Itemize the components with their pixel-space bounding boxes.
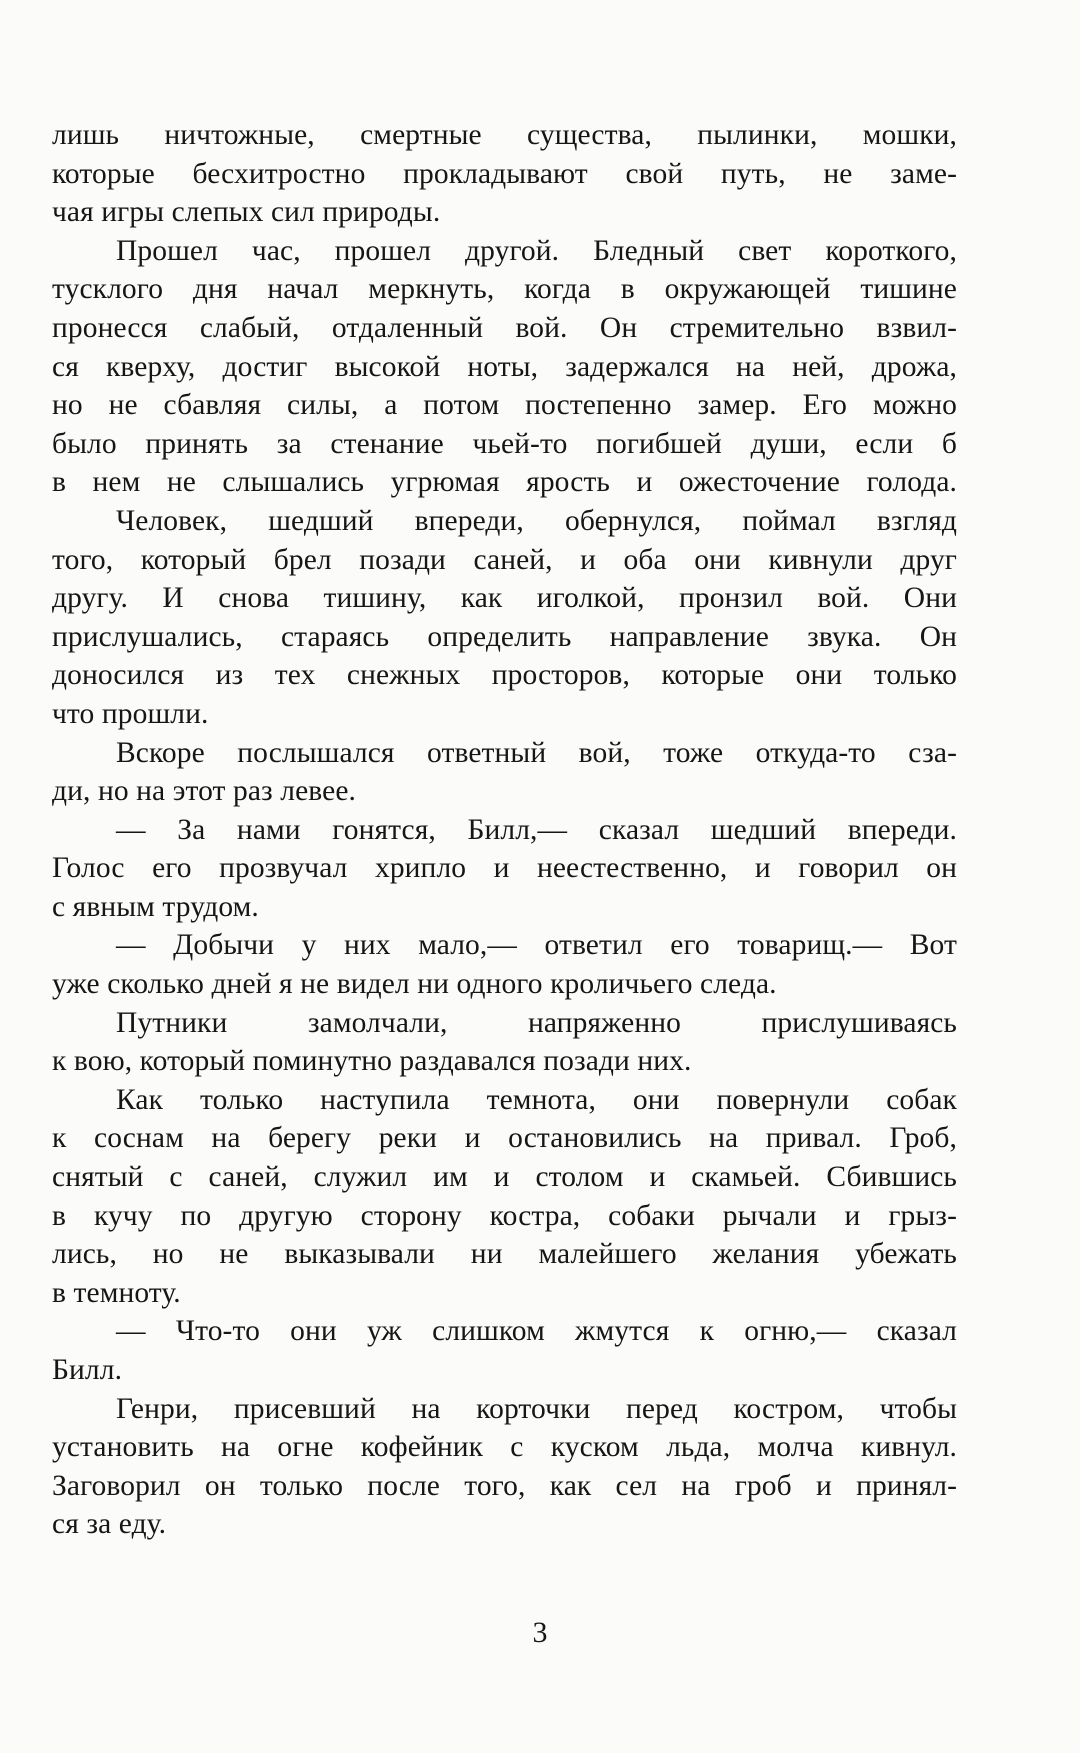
text-line: с явным трудом. xyxy=(52,890,259,923)
text-line: в кучу по другую сторону костра, собаки рычали и грыз- xyxy=(52,1199,957,1232)
text-line: прислушались, стараясь определить направление звука. Он xyxy=(52,620,957,653)
text-line: которые бесхитростно прокладывают свой путь, не заме- xyxy=(52,157,957,190)
text-line: Человек, шедший впереди, обернулся, поймал взгляд xyxy=(116,504,957,537)
text-line: тусклого дня начал меркнуть, когда в окружающей тишине xyxy=(52,273,957,306)
text-line: другу. И снова тишину, как иголкой, пронзил вой. Они xyxy=(52,582,957,615)
text-line: Вскоре послышался ответный вой, тоже откуда-то сза- xyxy=(116,736,957,769)
text-line: Прошел час, прошел другой. Бледный свет короткого, xyxy=(116,234,957,267)
text-line: Как только наступила темнота, они повернули собак xyxy=(116,1083,957,1116)
text-line: лись, но не выказывали ни малейшего желания убежать xyxy=(52,1238,957,1271)
text-line: в нем не слышались угрюмая ярость и ожесточение голода. xyxy=(52,466,957,499)
text-line: но не сбавляя силы, а потом постепенно замер. Его можно xyxy=(52,389,957,422)
text-line: ди, но на этот раз левее. xyxy=(52,775,357,808)
text-line: — За нами гонятся, Билл,— сказал шедший впереди. xyxy=(116,813,957,846)
text-line: пронесся слабый, отдаленный вой. Он стремительно взвил- xyxy=(52,311,957,344)
text-line: снятый с саней, служил им и столом и скамьей. Сбившись xyxy=(52,1161,957,1194)
text-line: к вою, который поминутно раздавался позади них. xyxy=(52,1045,692,1078)
text-line: ся за еду. xyxy=(52,1508,167,1541)
text-line: к соснам на берегу реки и остановились на привал. Гроб, xyxy=(52,1122,957,1155)
text-line: того, который брел позади саней, и оба они кивнули друг xyxy=(52,543,957,576)
text-line: ся кверху, достиг высокой ноты, задержался на ней, дрожа, xyxy=(52,350,957,383)
text-line: — Что-то они уж слишком жмутся к огню,— сказал xyxy=(116,1315,957,1348)
text-line: что прошли. xyxy=(52,697,209,730)
page-number: 3 xyxy=(532,1616,548,1649)
text-line: чая игры слепых сил природы. xyxy=(52,196,441,229)
text-line: лишь ничтожные, смертные существа, пылинки, мошки, xyxy=(52,119,957,151)
text-line: Заговорил он только после того, как сел на гроб и принял- xyxy=(52,1469,957,1502)
text-line: Генри, присевший на корточки перед костром, чтобы xyxy=(116,1392,957,1425)
text-line: Билл. xyxy=(52,1354,123,1386)
text-line: установить на огне кофейник с куском льда, молча кивнул. xyxy=(52,1431,957,1464)
text-line: Путники замолчали, напряженно прислушиваясь xyxy=(116,1006,957,1039)
body-text xyxy=(52,116,957,1544)
text-line: в темноту. xyxy=(52,1276,181,1309)
text-line: уже сколько дней я не видел ни одного кроличьего следа. xyxy=(52,968,777,1001)
text-line: — Добычи у них мало,— ответил его товарищ.— Вот xyxy=(116,929,957,962)
text-line: доносился из тех снежных просторов, которые они только xyxy=(52,659,957,692)
text-line: Голос его прозвучал хрипло и неестественно, и говорил он xyxy=(52,852,957,885)
text-line: было принять за стенание чьей-то погибшей души, если б xyxy=(52,427,957,460)
